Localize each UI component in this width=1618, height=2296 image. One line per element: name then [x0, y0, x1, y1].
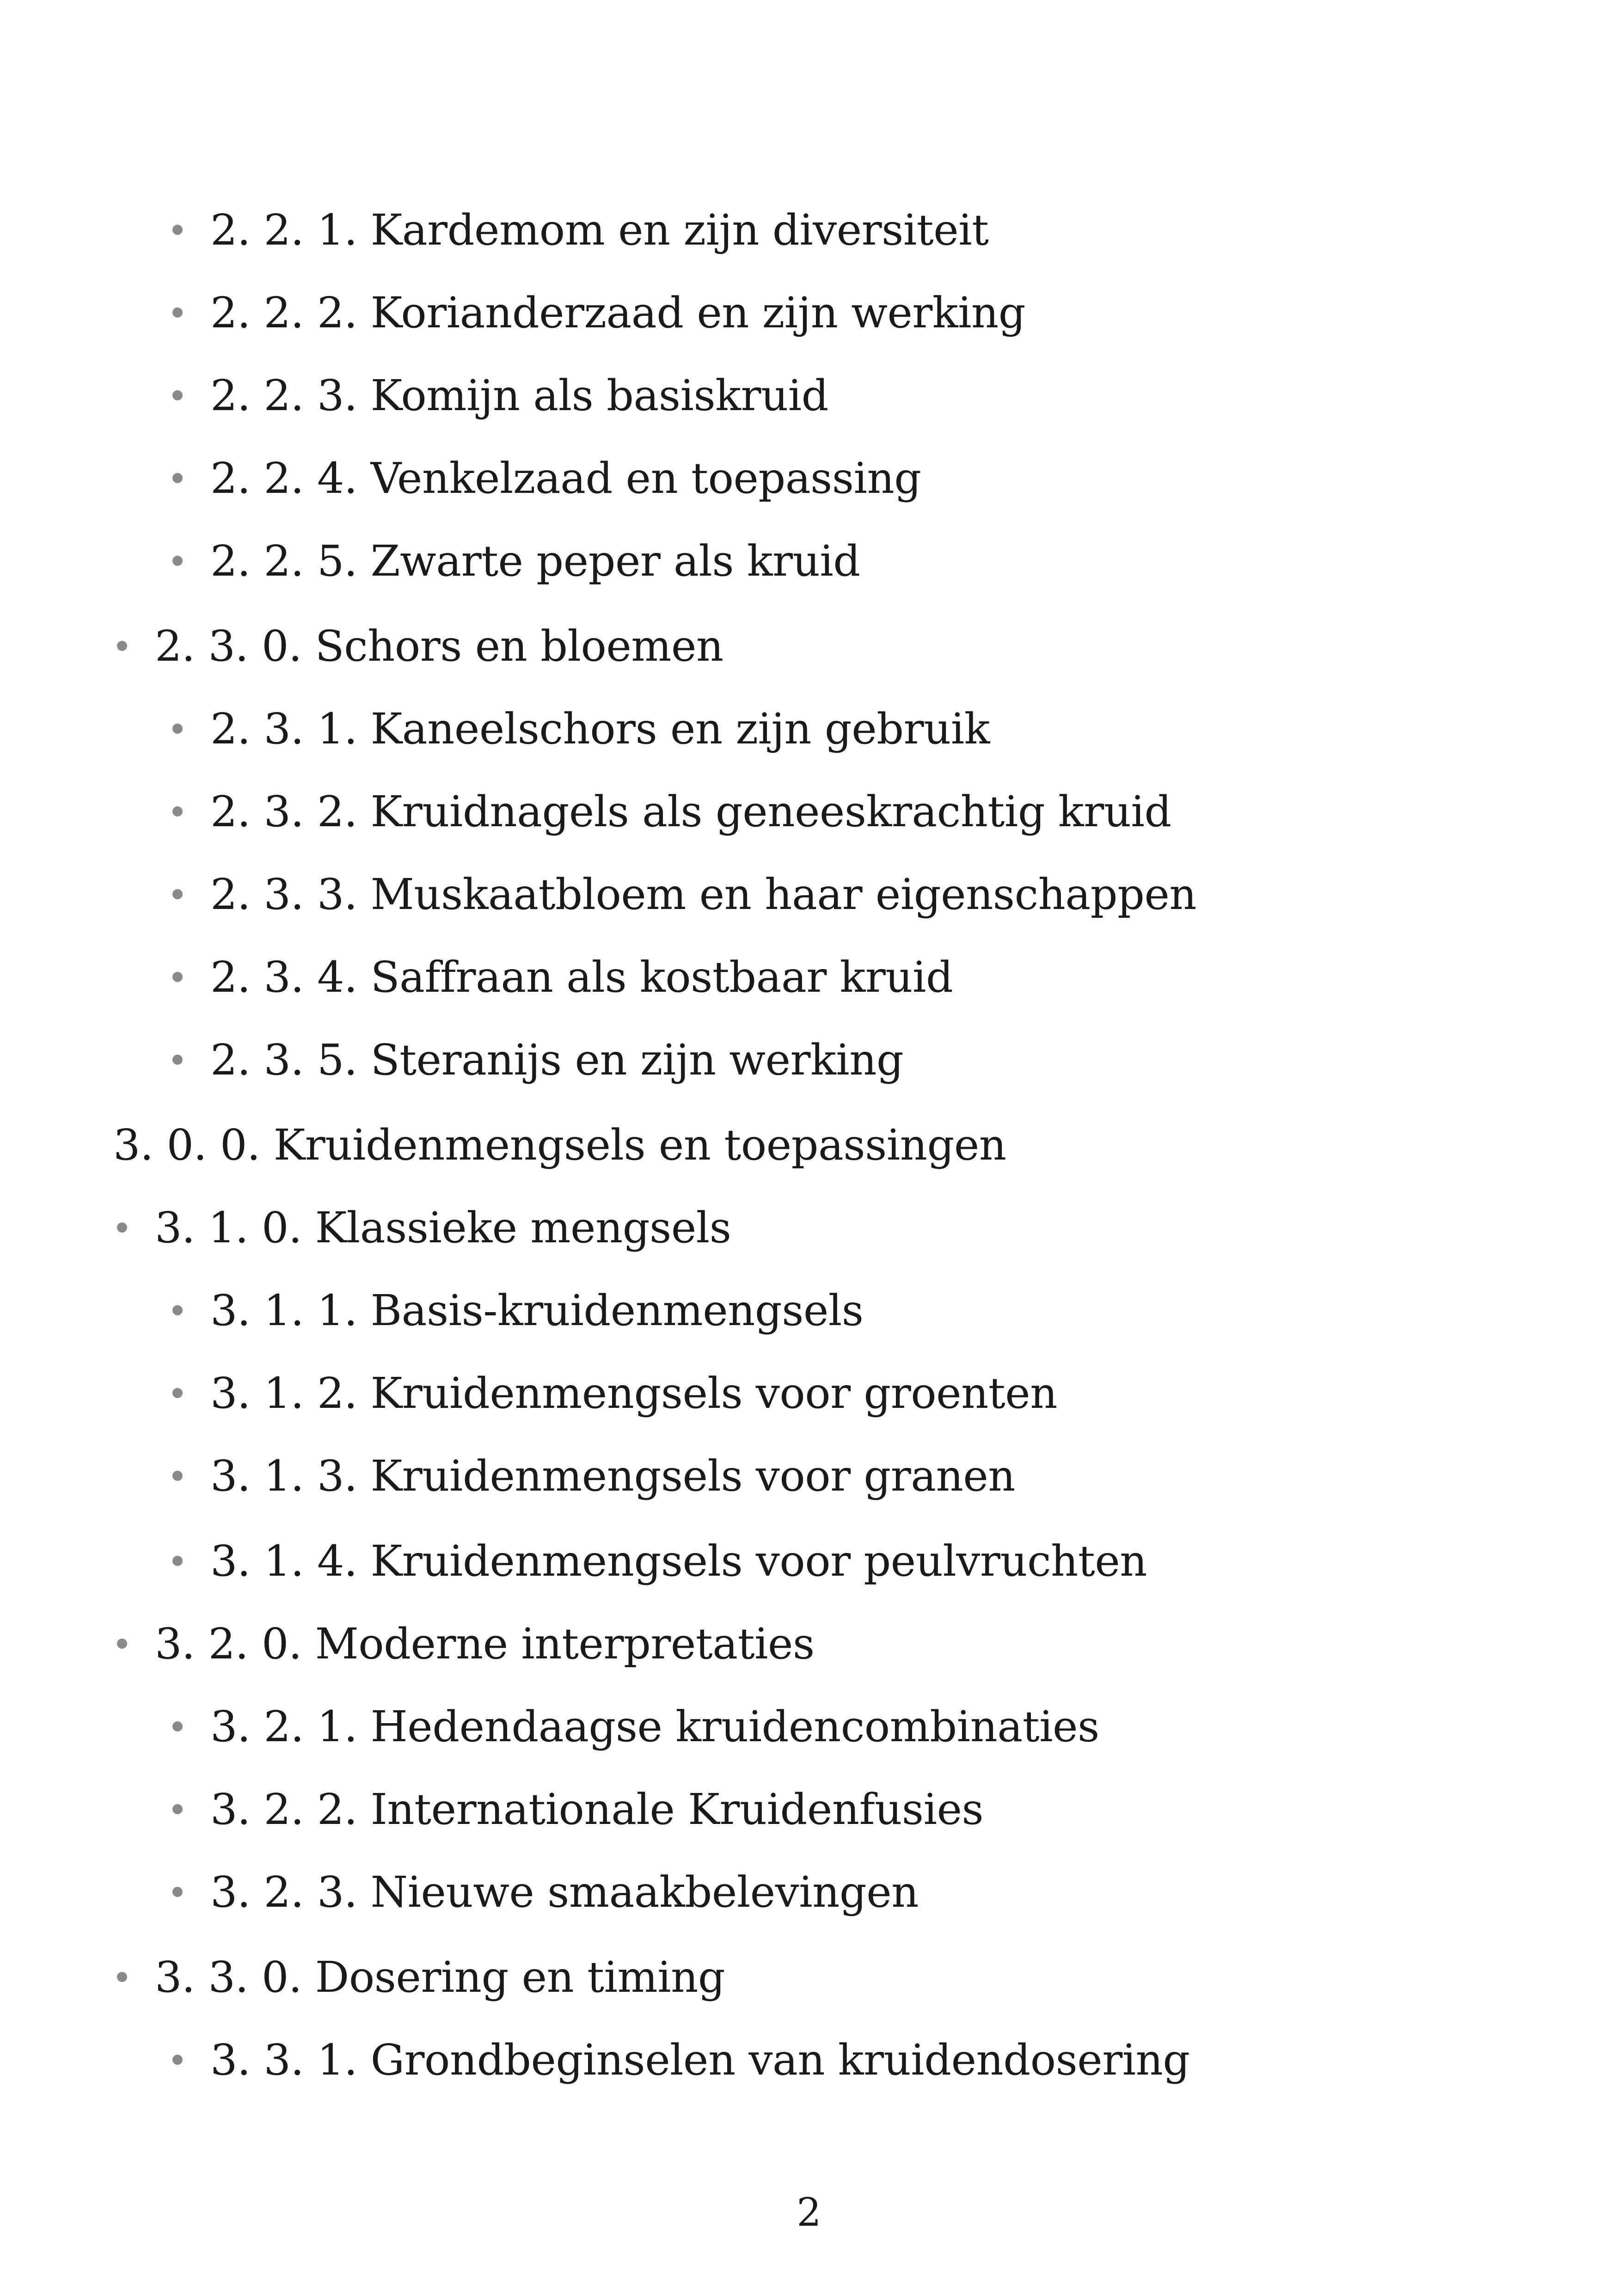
- bullet-dot-icon: [172, 390, 183, 400]
- toc-entry-3-2-1: [0, 1701, 1099, 1752]
- bullet-dot-icon: [172, 806, 183, 816]
- toc-entry-label: 3. 0. 0. Kruidenmengsels en toepassingen: [113, 1120, 1006, 1170]
- toc-entry-label: 2. 3. 4. Saffraan als kostbaar kruid: [210, 952, 953, 1002]
- bullet-dot-icon: [117, 1639, 127, 1649]
- toc-entry-3-1-3: [0, 1450, 1015, 1501]
- toc-entry-3-1-1: [0, 1285, 864, 1336]
- toc-entry-3-1-4: [0, 1535, 1147, 1586]
- toc-entry-label: 3. 1. 3. Kruidenmengsels voor granen: [210, 1451, 1016, 1501]
- bullet-dot-icon: [172, 2055, 183, 2065]
- toc-entry-3-1-2: [0, 1368, 1057, 1418]
- bullet-dot-icon: [172, 1055, 183, 1065]
- toc-entry-label: 3. 2. 2. Internationale Kruidenfusies: [210, 1784, 984, 1834]
- toc-chapter-3-0-0: [0, 1119, 1006, 1170]
- toc-entry-2-3-2: [0, 786, 1171, 837]
- bullet-dot-icon: [172, 1471, 183, 1481]
- toc-entry-label: 2. 2. 2. Korianderzaad en zijn werking: [210, 288, 1026, 338]
- toc-entry-2-3-5: [0, 1034, 903, 1085]
- toc-entry-3-2-2: [0, 1784, 983, 1835]
- bullet-dot-icon: [172, 1305, 183, 1315]
- toc-entry-label: 2. 2. 4. Venkelzaad en toepassing: [210, 453, 921, 503]
- toc-entry-label: 3. 3. 0. Dosering en timing: [155, 1952, 725, 2002]
- bullet-dot-icon: [172, 1804, 183, 1814]
- toc-entry-label: 2. 3. 0. Schors en bloemen: [155, 621, 723, 671]
- toc-entry-label: 3. 1. 1. Basis-kruidenmengsels: [210, 1285, 864, 1335]
- toc-entry-2-3-3: [0, 869, 1196, 920]
- toc-entry-2-2-3: [0, 370, 828, 421]
- toc-entry-label: 3. 3. 1. Grondbeginselen van kruidendosering: [210, 2035, 1190, 2085]
- toc-entry-label: 3. 1. 2. Kruidenmengsels voor groenten: [210, 1368, 1058, 1418]
- toc-entry-2-3-4: [0, 952, 953, 1002]
- toc-entry-3-2-0: [0, 1618, 815, 1669]
- toc-entry-2-3-0: [0, 620, 723, 671]
- toc-entry-label: 3. 2. 3. Nieuwe smaakbelevingen: [210, 1867, 919, 1917]
- bullet-dot-icon: [117, 641, 127, 651]
- toc-entry-2-2-5: [0, 535, 860, 586]
- toc-entry-2-3-1: [0, 703, 990, 754]
- bullet-dot-icon: [172, 1556, 183, 1566]
- toc-entry-2-2-4: [0, 453, 921, 503]
- toc-entry-label: 2. 3. 5. Steranijs en zijn werking: [210, 1035, 904, 1085]
- toc-entry-3-3-1: [0, 2034, 1190, 2085]
- toc-entry-label: 3. 2. 0. Moderne interpretaties: [155, 1619, 815, 1669]
- toc-entry-3-2-3: [0, 1866, 919, 1917]
- toc-entry-label: 3. 1. 0. Klassieke mengsels: [155, 1203, 731, 1252]
- bullet-dot-icon: [172, 724, 183, 734]
- bullet-dot-icon: [172, 307, 183, 318]
- toc-entry-label: 2. 3. 1. Kaneelschors en zijn gebruik: [210, 704, 990, 754]
- toc-entry-2-2-1: [0, 204, 989, 255]
- bullet-dot-icon: [172, 1887, 183, 1897]
- bullet-dot-icon: [172, 889, 183, 899]
- bullet-dot-icon: [172, 225, 183, 235]
- bullet-dot-icon: [117, 1222, 127, 1233]
- toc-entry-label: 3. 2. 1. Hedendaagse kruidencombinaties: [210, 1701, 1099, 1751]
- bullet-dot-icon: [117, 1972, 127, 1982]
- bullet-dot-icon: [172, 473, 183, 483]
- bullet-dot-icon: [172, 1388, 183, 1398]
- page-number: 2: [797, 2190, 821, 2235]
- toc-entry-3-1-0: [0, 1202, 731, 1253]
- toc-entry-3-3-0: [0, 1952, 725, 2002]
- toc-entry-2-2-2: [0, 287, 1025, 338]
- bullet-dot-icon: [172, 556, 183, 566]
- toc-entry-label: 2. 2. 5. Zwarte peper als kruid: [210, 536, 860, 586]
- toc-entry-label: 2. 3. 2. Kruidnagels als geneeskrachtig kruid: [210, 786, 1171, 836]
- toc-entry-label: 3. 1. 4. Kruidenmengsels voor peulvruchten: [210, 1536, 1147, 1586]
- toc-entry-label: 2. 2. 3. Komijn als basiskruid: [210, 370, 829, 420]
- toc-entry-label: 2. 3. 3. Muskaatbloem en haar eigenschappen: [210, 869, 1197, 919]
- bullet-dot-icon: [172, 972, 183, 982]
- bullet-dot-icon: [172, 1721, 183, 1731]
- toc-entry-label: 2. 2. 1. Kardemom en zijn diversiteit: [210, 205, 989, 255]
